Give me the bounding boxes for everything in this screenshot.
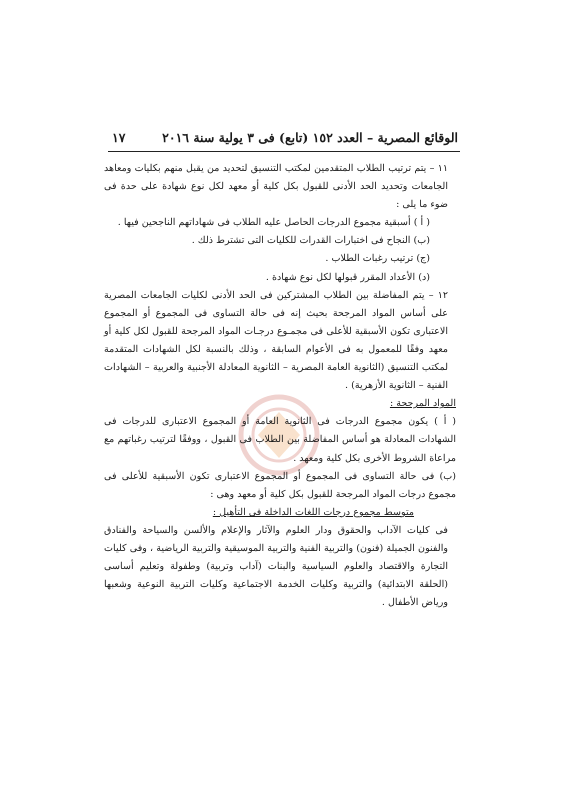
list-item-weighted-b: (ب) فى حالة التساوى فى المجموع أو المجموع الاعتبارى تكون الأسبقية للأعلى فى مجموع درجات المواد المرجحة للقبول بكل كلية أو معهد وهى : [104,470,456,500]
list-item-b: (ب) النجاح فى اختبارات القدرات للكليات التى تشترط ذلك . [191,235,430,247]
header-divider [108,151,460,152]
paragraph-item-12: ١٢ – يتم المفاضلة بين الطلاب المشتركين فى الحد الأدنى لكليات الجامعات المصرية على أساس المواد المرجحة بحيث إنه فى حالة التساوى فى المجموع أو المجموع الاعتبارى تكون الأسبقية للأعلى فى مجمـوع درجـات المواد المرجحة للقبول لكل كلية أو معهد وفقًا للمعمول به فى الأعوام السابقة ، وذلك بالنسبة لكل الشهادات المتقدمة لمكتب التنسيق (الثانوية العامة المصرية – الثانوية المعادلة الأجنبية والعربية – الشهادات الفنية – الثانوية الأزهرية) . [104,289,448,392]
section-heading-weighted-subjects: المواد المرجحة : [389,398,456,410]
section-heading-languages-average: متوسط مجموع درجات اللغات الداخلة فى التأهيل : [212,506,414,518]
list-item-d: (د) الأعداد المقرر قبولها لكل نوع شهادة . [265,271,430,283]
header-title: الوقائع المصرية – العدد ١٥٢ (تابع) فى ٣ يولية سنة ٢٠١٦ [162,129,458,145]
page-header [112,128,458,146]
list-item-c: (ج) ترتيب رغبات الطلاب . [325,253,430,265]
paragraph-faculties-list: فى كليات الآداب والحقوق ودار العلوم والآثار والإعلام والألسن والسياحة والفنادق والفنون الجميلة (فنون) والتربية الفنية والتربية الموسيقية والتربية الرياضية ، وفى كليات التجارة والاقتصاد والعلوم السياسية والبنات (آداب وتربية) وطفولة وتعليم أساسى (الحلقة الابتدائية) والتربية وكليات الخدمة الاجتماعية وكليات التربية النوعية وشعبها ورياض الأطفال . [104,524,448,609]
paragraph-item-11: ١١ – يتم ترتيب الطلاب المتقدمين لمكتب التنسيق لتحديد من يقبل منهم بكليات ومعاهد الجامعات وتحديد الحد الأدنى للقبول بكل كلية أو معهد لكل نوع شهادة على حدة فى ضوء ما يلى : [104,163,448,211]
list-item-a: ( أ ) أسبقية مجموع الدرجات الحاصل عليه الطلاب فى شهاداتهم الناجحين فيها . [117,217,430,229]
page-number: ١٧ [112,129,126,145]
list-item-weighted-a: ( أ ) يكون مجموع الدرجات فى الثانوية العامة أو المجموع الاعتبارى للدرجات فى الشهادات المعادلة هو أساس المفاضلة بين الطلاب فى القبول ، ووفقًا لترتيب رغباتهم مع مراعاة الشروط الأخرى بكل كلية ومعهد . [104,416,456,464]
document-body [104,160,456,612]
